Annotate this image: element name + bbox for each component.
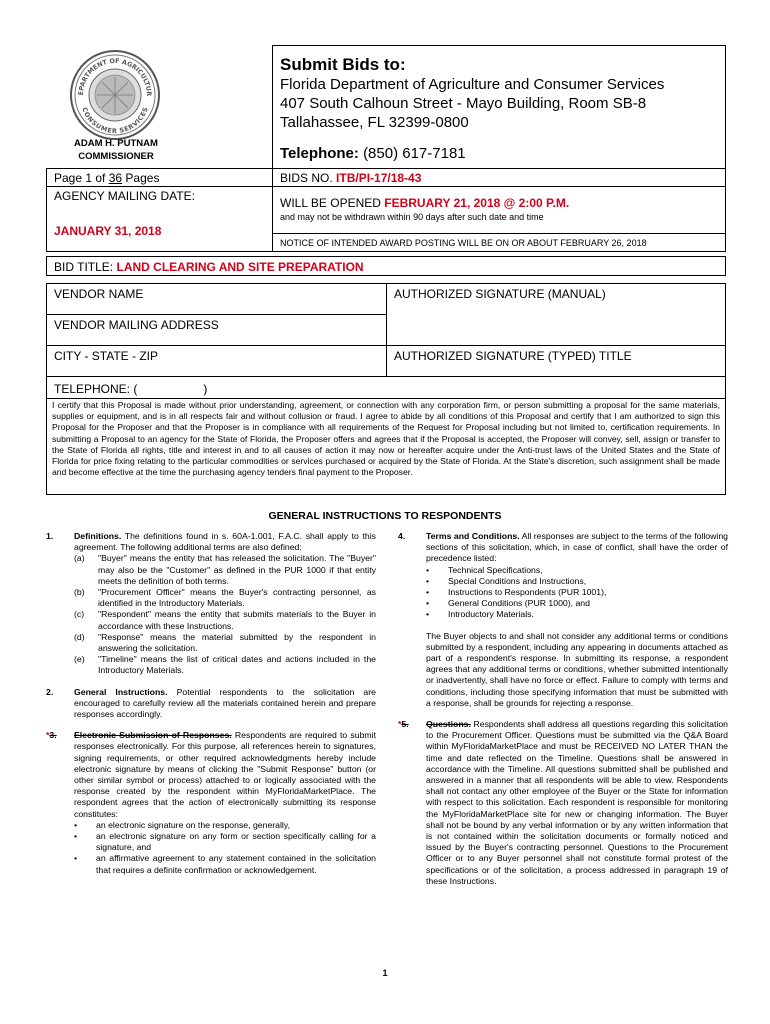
- bullet-icon: •: [426, 575, 430, 586]
- bullet-icon: •: [426, 564, 430, 575]
- list-item-text: an affirmative agreement to any statement contained in the solicitation that requires a definite confirmation or acknowledgement.: [96, 853, 376, 875]
- signature-manual-label: AUTHORIZED SIGNATURE (MANUAL): [394, 287, 606, 301]
- section-body: Respondents are required to submit responses electronically. For this purpose, all references herein to signatures, signing requirements, or other required acknowledgments hereby include electronic signature by means of clicking the "Submit Response" button (or other similar symbol or process) attached to or logically associated with the response created by the respondent within MyFloridaMarketPlace. The respondent agrees that the action of electronically submitting its response constitutes:: [74, 730, 376, 819]
- item-text: "Timeline" means the list of critical dates and actions included in the Introductory Materials.: [98, 654, 376, 676]
- bid-title: [46, 256, 726, 276]
- bid-info-grid: [46, 168, 726, 252]
- section-general-instructions: [46, 687, 376, 721]
- signature-manual-field[interactable]: [386, 284, 725, 345]
- telephone-label: Telephone:: [280, 145, 359, 162]
- vendor-telephone-close: ): [203, 382, 208, 396]
- list-item-text: Instructions to Respondents (PUR 1001),: [448, 587, 607, 598]
- general-instructions-title: GENERAL INSTRUCTIONS TO RESPONDENTS: [268, 510, 502, 522]
- section-number: [398, 719, 409, 730]
- commissioner-title: COMMISSIONER: [78, 151, 154, 162]
- item-letter: (b): [74, 587, 85, 598]
- item-letter: (d): [74, 631, 85, 642]
- vendor-city-field[interactable]: [47, 345, 386, 376]
- section-definitions: [46, 531, 376, 677]
- list-item-text: an electronic signature on the response, generally,: [96, 819, 290, 830]
- vendor-telephone-field[interactable]: [47, 376, 725, 398]
- section-heading: Terms and Conditions.: [426, 531, 520, 541]
- list-item: [426, 587, 728, 598]
- vendor-name-label: VENDOR NAME: [54, 287, 144, 301]
- page-prefix: Page 1 of: [54, 171, 106, 185]
- section-body: All responses are subject to the terms of the following sections of this solicitation, which, in case of conflict, shall have the order of precedence listed:: [426, 531, 728, 564]
- item-letter: (a): [74, 553, 85, 564]
- bullet-icon: •: [74, 853, 78, 864]
- bids-no-label: BIDS NO.: [280, 171, 333, 185]
- address-line-2: 407 South Calhoun Street - Mayo Building, Room SB-8: [280, 95, 647, 112]
- award-notice: NOTICE OF INTENDED AWARD POSTING WILL BE ON OR ABOUT FEBRUARY 26, 2018: [273, 233, 725, 251]
- section-number-text: 5.: [401, 719, 409, 730]
- item-text: "Procurement Officer" means the Buyer's contracting personnel, as identified in the Introductory Materials.: [98, 587, 376, 609]
- section-heading: Questions.: [426, 719, 471, 730]
- svg-text:DEPARTMENT OF AGRICULTURE: EPARTMENT OF AGRICULTUR: [76, 56, 154, 97]
- bullet-icon: •: [74, 819, 78, 830]
- list-item-text: General Conditions (PUR 1000), and: [448, 598, 590, 609]
- section-number: 2.: [46, 686, 54, 697]
- letterhead: [46, 45, 726, 169]
- telephone-number: (850) 617-7181: [363, 145, 466, 162]
- section-paragraph: The Buyer objects to and shall not consider any additional terms or conditions submitted by a respondent, including any appearing in documents attached as part of a respondent's response. In submitting its response, a respondent agrees that any additional terms or conditions, whether submitted intentionally or inadvertently, shall have no force or effect. Failure to comply with terms and conditions, including those specifying information that must be submitted with a response, shall be grounds for rejecting a response.: [426, 630, 728, 708]
- vendor-address-field[interactable]: [47, 314, 386, 345]
- page-total: 36: [108, 171, 123, 185]
- page-count: [47, 169, 273, 187]
- section-body: The definitions found in s. 60A-1.001, F.A.C. shall apply to this agreement. The following additional terms are also defined:: [74, 531, 376, 553]
- instructions-left-column: [46, 531, 376, 886]
- section-heading: Definitions.: [74, 531, 122, 541]
- vendor-form: [46, 283, 726, 399]
- svg-text:CONSUMER SERVICES: CONSUMER SERVICES: [80, 106, 150, 136]
- signature-typed-label: AUTHORIZED SIGNATURE (TYPED) TITLE: [394, 349, 632, 363]
- opened-date-value: FEBRUARY 21, 2018 @ 2:00 P.M.: [384, 196, 570, 210]
- telephone-line: [280, 145, 466, 162]
- bid-title-value: LAND CLEARING AND SITE PREPARATION: [116, 260, 364, 274]
- list-item: [74, 820, 376, 831]
- vendor-address-label: VENDOR MAILING ADDRESS: [54, 318, 219, 332]
- revision-star: *: [46, 730, 50, 741]
- section-electronic-submission: [46, 730, 376, 876]
- section-number: 4.: [398, 531, 406, 541]
- submit-bids-box: [272, 45, 726, 169]
- withdrawal-note: and may not be withdrawn within 90 days after such date and time: [280, 212, 544, 222]
- list-item: [74, 853, 376, 875]
- mailing-date-label: AGENCY MAILING DATE:: [54, 189, 195, 203]
- definition-item: [74, 654, 376, 676]
- commissioner-block: [46, 137, 186, 163]
- item-text: "Response" means the material submitted by the respondent in answering the solicitation.: [98, 631, 376, 654]
- list-item: [426, 609, 728, 620]
- section-terms-conditions: [398, 531, 728, 709]
- bullet-icon: •: [74, 831, 78, 842]
- bullet-icon: •: [426, 598, 430, 609]
- instructions-right-column: [398, 531, 728, 897]
- section-number: 1.: [46, 531, 54, 541]
- bullet-icon: •: [426, 587, 430, 598]
- definition-item: [74, 553, 376, 587]
- section-number-text: 3.: [49, 730, 57, 741]
- definition-item: [74, 587, 376, 609]
- submit-bids-title: Submit Bids to:: [280, 55, 406, 74]
- list-item-text: Technical Specifications,: [448, 564, 543, 575]
- signature-typed-field[interactable]: [386, 345, 725, 376]
- page-number: 1: [382, 968, 388, 978]
- list-item-text: Special Conditions and Instructions,: [448, 575, 587, 586]
- vendor-city-label: CITY - STATE - ZIP: [54, 349, 159, 363]
- bid-title-label: BID TITLE:: [54, 260, 114, 274]
- bids-no-value: ITB/PI-17/18-43: [336, 171, 422, 185]
- opening-date: [280, 196, 569, 210]
- certification-text: I certify that this Proposal is made without prior understanding, agreement, or connection with any corporation firm, or person submitting a proposal for the same materials, supplies or equipment, and is in all respects fair and without collusion or fraud. I agree to abide by all conditions of this Proposal and certify that I am authorized to sign this Proposal for the Proposer and that the Proposer is in compliance with all requirements of the Request for Proposal including but not limited to, certification requirements. In submitting a Proposal to an agency for the State of Florida, the Proposer offers and agrees that if the Proposal is accepted, the Proposer will convey, sell, assign or transfer to the State of Florida all rights, title and interest in and to all causes of action it may now or hereafter acquire under the Anti-trust laws of the United States and the State of Florida for price fixing relating to the particular commodities or services purchased or acquired by the State of Florida. At the State's discretion, such assignment shall be made and become effective at the time the purchasing agency tenders final payment to the Proposer.: [46, 398, 726, 495]
- item-text: "Buyer" means the entity that has released the solicitation. The "Buyer" may also be the "Customer" as defined in the PUR 1000 if that entity meets the definition of both terms.: [98, 553, 376, 586]
- address-line-1: Florida Department of Agriculture and Consumer Services: [280, 76, 665, 93]
- list-item-text: an electronic signature on any form or section specifically calling for a signature, and: [96, 831, 376, 853]
- commissioner-name: ADAM H. PUTNAM: [74, 138, 158, 149]
- department-seal-icon: [69, 49, 161, 141]
- section-number: [46, 730, 57, 741]
- vendor-telephone-label: TELEPHONE: (: [54, 382, 138, 396]
- opened-label: WILL BE OPENED: [280, 196, 381, 210]
- bullet-icon: •: [426, 609, 430, 620]
- list-item: [426, 565, 728, 576]
- list-item-text: Introductory Materials.: [448, 609, 534, 620]
- address-line-3: Tallahassee, FL 32399-0800: [280, 114, 469, 131]
- section-heading: General Instructions.: [74, 686, 168, 697]
- item-letter: (e): [74, 654, 85, 665]
- page-suffix: Pages: [125, 171, 160, 185]
- section-body: Respondents shall address all questions regarding this solicitation to the Procurement Officer. Questions must be submitted via the Q&A Board within MyFloridaMarketPlace and must be RECEIVED NO LATER THAN the time and date reflected on the Timeline. Questions shall be answered in accordance with the Timeline. All questions submitted shall be published and answered in a manner that all respondents will be able to view. Respondents shall not contact any other employee of the Buyer or the State for information with respect to this solicitation. Each respondent is responsible for monitoring the MyFloridaMarketPlace site for new or changing information. The Buyer shall not be bound by any verbal information or by any written information that is not contained within the solicitation documents or formally noticed and issued by the Buyer's contracting personnel. Questions to the Procurement Officer or to any Buyer personnel shall not constitute formal protest of the specifications or of the solicitation, a process addressed in paragraph 19 of these Instructions.: [426, 719, 728, 886]
- revision-star: *: [398, 719, 402, 730]
- definition-item: [74, 609, 376, 631]
- section-body: Potential respondents to the solicitation are encouraged to carefully review all the materials contained herein and prepare responses accordingly.: [74, 686, 376, 720]
- item-letter: (c): [74, 609, 85, 620]
- bid-info-right: [273, 169, 725, 251]
- vendor-name-field[interactable]: [47, 284, 386, 315]
- definition-item: [74, 632, 376, 654]
- item-text: "Respondent" means the entity that submits materials to the Buyer in accordance with these Instructions.: [98, 609, 376, 631]
- bids-number: [273, 169, 725, 187]
- list-item: [426, 576, 728, 587]
- bid-info-left: [47, 169, 273, 251]
- section-questions: [398, 719, 728, 887]
- list-item: [74, 831, 376, 853]
- mailing-date-value: JANUARY 31, 2018: [54, 224, 162, 238]
- section-heading: Electronic Submission of Responses.: [74, 730, 232, 741]
- list-item: [426, 598, 728, 609]
